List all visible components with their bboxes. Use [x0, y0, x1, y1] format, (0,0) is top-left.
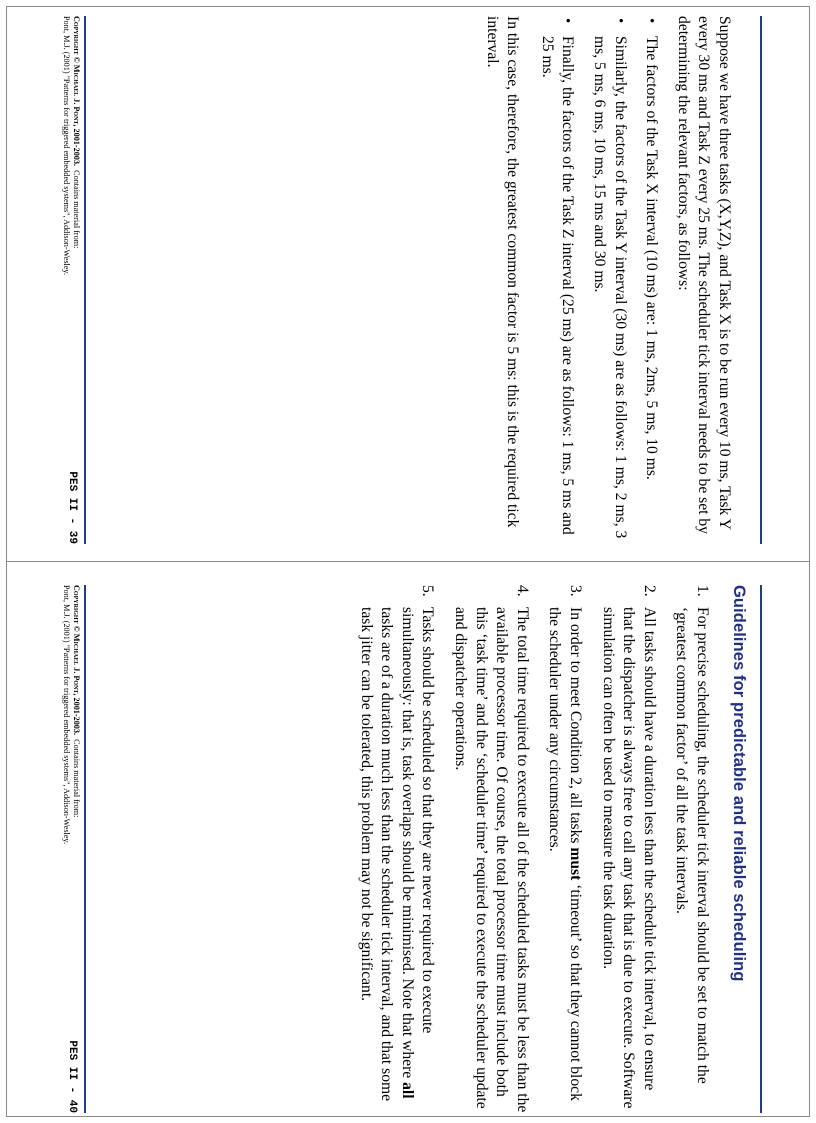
slide-body — [470, 16, 734, 544]
item-text: Tasks should be scheduled so that they are never required to execute simultaneously: that is, task overlaps should be minimised. Note that where — [398, 607, 437, 1083]
list-item: • The factors of the Task X interval (10 ms) are: 1 ms, 2ms, 5 ms, 10 ms. — [641, 16, 662, 544]
footer-contains: Contains material from: — [72, 739, 81, 818]
item-number: 3. — [567, 585, 585, 597]
footer-copyright: Copyright © Michael J. Pont, 2001-2003. — [72, 16, 81, 167]
item-number: 1. — [694, 585, 711, 597]
list-item — [671, 585, 712, 1113]
intro-paragraph: Suppose we have three tasks (X,Y,Z), and Task X is to be run every 10 ms, Task Y every 30 ms and Task Z every 25 ms. The scheduler tick interval needs to be set by determining the relevant factors, as follows: — [674, 16, 733, 534]
guidelines-list — [355, 585, 712, 1113]
item-text: All tasks should have a duration less than the schedule tick interval, to ensure that the dispatcher is always free to call any task that is due to execute. Software simulation can often be used to measure the task duration. — [599, 607, 658, 1109]
slide-divider — [6, 561, 810, 562]
list-item — [597, 585, 659, 1113]
header-rule — [760, 585, 762, 1113]
item-text: For precise scheduling, the scheduler tick interval should be set to match the ‘greatest common factor’ of all the task intervals. — [673, 607, 711, 1084]
factor-list — [536, 16, 661, 544]
list-item — [449, 585, 531, 1113]
item-number: 2. — [640, 585, 658, 597]
footer-citation — [60, 585, 81, 985]
footer-contains: Contains material from: — [72, 170, 81, 249]
item-text: The total time required to execute all of the scheduled tasks must be less than the available processor time. Of course, the total processor time must include both this ‘task time’ and the ‘scheduler time’ required to execute the scheduler update and dispatcher operations. — [452, 607, 531, 1113]
footer-citation — [60, 16, 81, 416]
list-item — [355, 585, 437, 1113]
slide-40 — [38, 585, 778, 1113]
header-rule — [760, 16, 762, 544]
item-number: 5. — [419, 585, 437, 597]
footer-source: Pont, M.J. (2001) "Patterns for triggered embedded systems", Addison-Wesley. — [61, 585, 71, 845]
list-item: • Similarly, the factors of the Task Y interval (30 ms) are as follows: 1 ms, 2 ms, 3 ms, 5 ms, 6 ms, 10 ms, 15 ms and 30 ms. — [588, 16, 629, 544]
slide-body — [343, 585, 712, 1113]
slide-39 — [38, 16, 778, 544]
item-number: 4. — [513, 585, 531, 597]
list-item — [544, 585, 585, 1113]
list-item: • Finally, the factors of the Task Z interval (25 ms) are as follows: 1 ms, 5 ms and 25 ms. — [536, 16, 577, 544]
footer-rule — [84, 16, 86, 544]
footer-copyright: Copyright © Michael J. Pont, 2001-2003. — [72, 585, 81, 736]
slide-number: PES II - 40 — [66, 1040, 78, 1113]
emphasis: must — [567, 847, 585, 881]
item-text: ‘timeout’ so that they cannot block the scheduler under any circumstances. — [546, 607, 585, 1101]
item-text: In order to meet Condition 2, all tasks — [567, 607, 585, 848]
footer-source: Pont, M.J. (2001) "Patterns for triggered embedded systems", Addison-Wesley. — [61, 16, 71, 276]
conclusion-paragraph: In this case, therefore, the greatest common factor is 5 ms: this is the required tick interval. — [483, 16, 522, 528]
emphasis: all — [398, 1082, 416, 1099]
item-text: tasks are of a duration much less than the scheduler tick interval, and that some task jitter can be tolerated, this problem may not be significant. — [357, 607, 396, 1102]
footer-rule — [84, 585, 86, 1113]
slide-title: Guidelines for predictable and reliable scheduling — [730, 585, 748, 982]
slide-number: PES II - 39 — [66, 471, 78, 544]
